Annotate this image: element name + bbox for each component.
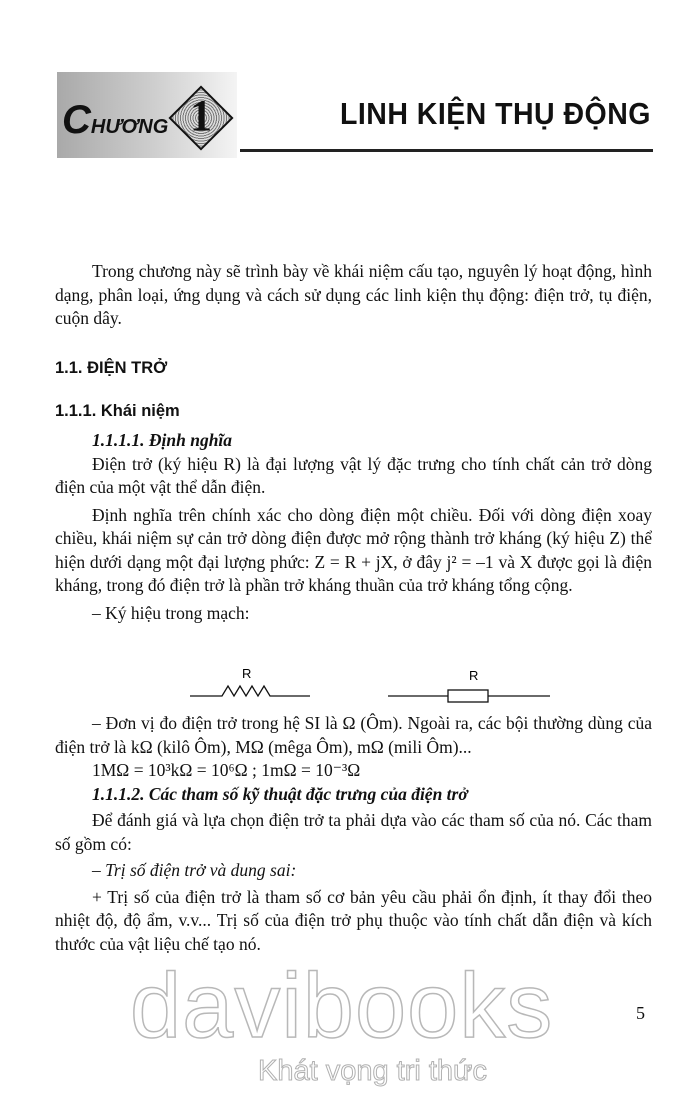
paragraph: + Trị số của điện trở là tham số cơ bản yêu cầu phải ổn định, ít thay đổi theo nhiệt độ, độ ẩm, v.v... Trị số của điện trở phụ thuộc vào tính chất dẫn điện và kích thước của vật liệu chế tạo nó. xyxy=(55,886,652,954)
chapter-number: 1 xyxy=(190,91,212,140)
paragraph: Điện trở (ký hiệu R) là đại lượng vật lý đặc trưng cho tính chất cản trở dòng điện của một vật thể dẫn điện. xyxy=(55,453,652,497)
body-block-1 xyxy=(55,429,652,625)
chapter-title: LINH KIỆN THỤ ĐỘNG xyxy=(340,96,651,131)
paragraph: Để đánh giá và lựa chọn điện trở ta phải dựa vào các tham số của nó. Các tham số gồm có: xyxy=(55,810,652,854)
subsubsection-heading: 1.1.1.1. Định nghĩa xyxy=(92,430,233,450)
chapter-word-rest: HƯƠNG xyxy=(90,116,169,138)
intro-paragraph: Trong chương này sẽ trình bày về khái niệm cấu tạo, nguyên lý hoạt động, hình dạng, phân loại, ứng dụng và cách sử dụng các linh kiện thụ động: điện trở, tụ điện, cuộn dây. xyxy=(55,261,652,328)
subsection-heading: 1.1.1. Khái niệm xyxy=(55,402,180,420)
chapter-label xyxy=(62,98,168,143)
box-resistor-icon xyxy=(388,690,550,702)
paragraph: – Đơn vị đo điện trở trong hệ SI là Ω (Ôm). Ngoài ra, các bội thường dùng của điện trở là kΩ (kilô Ôm), MΩ (mêga Ôm), mΩ (mili Ôm)... xyxy=(55,713,652,757)
watermark-brand: davibooks xyxy=(130,955,554,1057)
watermark-slogan: Khát vọng tri thức xyxy=(258,1055,487,1087)
paragraph: Định nghĩa trên chính xác cho dòng điện một chiều. Đối với dòng điện xoay chiều, khái niệm sự cản trở dòng điện được mở rộng thành trở kháng (ký hiệu Z) thể hiện dưới dạng một đại lượng phức: Z = R + jX, ở đây j² = –1 và X được gọi là điện kháng, trong đó điện trở là phần trở kháng thuần của trở kháng tổng cộng. xyxy=(55,504,652,595)
subsubsection-heading: 1.1.1.2. Các tham số kỹ thuật đặc trưng của điện trở xyxy=(92,783,468,804)
chapter-initial: C xyxy=(62,98,91,142)
section-heading: 1.1. ĐIỆN TRỞ xyxy=(55,359,168,377)
resistor-symbols-diagram xyxy=(180,666,560,706)
formula: 1MΩ = 10³kΩ = 10⁶Ω ; 1mΩ = 10⁻³Ω xyxy=(92,760,361,780)
page-number: 5 xyxy=(636,1003,645,1023)
title-rule xyxy=(240,149,653,152)
paragraph: – Ký hiệu trong mạch: xyxy=(92,602,250,623)
resistor-label-right: R xyxy=(469,668,479,683)
zigzag-resistor-icon xyxy=(190,686,310,696)
body-block-2 xyxy=(55,712,652,956)
resistor-label-left: R xyxy=(242,666,252,681)
paragraph: – Trị số điện trở và dung sai: xyxy=(92,860,297,880)
